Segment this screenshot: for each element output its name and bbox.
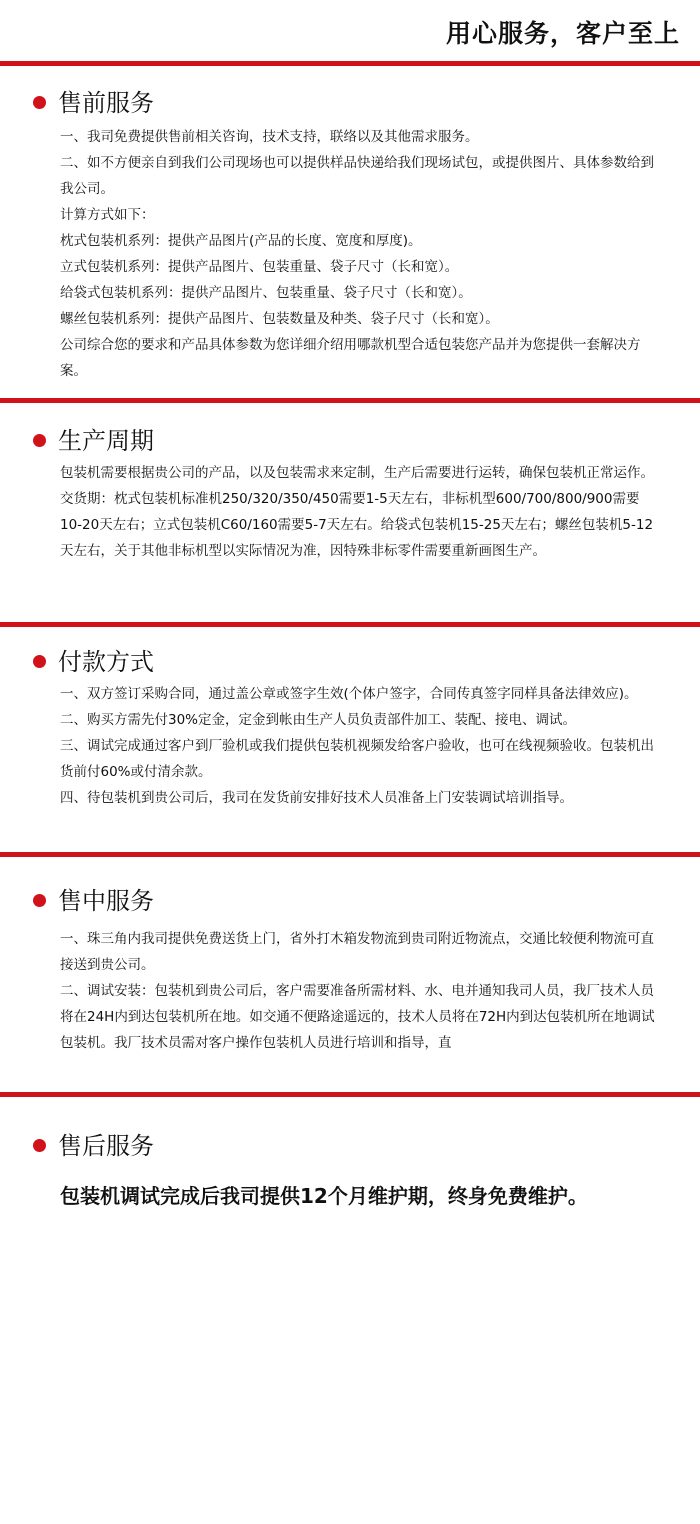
section-heading: [0, 1129, 700, 1163]
section-title: 售中服务: [58, 887, 154, 915]
section-title: 付款方式: [58, 648, 154, 676]
paragraph: 四、待包装机到贵公司后，我司在发货前安排好技术人员准备上门安装调试培训指导。: [60, 790, 573, 806]
section-title: 生产周期: [58, 427, 154, 455]
section-divider: [0, 398, 700, 403]
paragraph: 给袋式包装机系列：提供产品图片、包装重量、袋子尺寸（长和宽）。: [60, 285, 472, 301]
paragraph: 包装机需要根据贵公司的产品，以及包装需求来定制，生产后需要进行运转，确保包装机正常运作。: [60, 465, 654, 481]
section-heading: [0, 424, 700, 458]
section-divider: [0, 622, 700, 627]
section-in-sales: [0, 884, 700, 1056]
bullet-dot-icon: [33, 1139, 46, 1152]
bullet-dot-icon: [33, 434, 46, 447]
section-heading: [0, 645, 700, 679]
paragraph: 计算方式如下：: [60, 207, 155, 223]
paragraph: 立式包装机系列：提供产品图片、包装重量、袋子尺寸（长和宽）。: [60, 259, 459, 275]
section-pre-sales: [0, 86, 700, 384]
bullet-dot-icon: [33, 894, 46, 907]
paragraph: 包装机调试完成后我司提供12个月维护期，终身免费维护。: [60, 1184, 588, 1208]
paragraph: 螺丝包装机系列：提供产品图片、包装数量及种类、袋子尺寸（长和宽）。: [60, 311, 499, 327]
section-title: 售前服务: [58, 89, 154, 117]
section-divider: [0, 1092, 700, 1097]
paragraph: 交货期：枕式包装机标准机250/320/350/450需要1-5天左右，非标机型600/700/800/900需要10-20天左右；立式包装机C60/160需要5-7天左右。给袋式包装机15-25天左右；螺丝包装机5-12天左右，关于其他非标机型以实际情况为准，因特殊非标零件需要重新画图生产。: [60, 491, 654, 559]
section-divider: [0, 852, 700, 857]
section-payment: [0, 645, 700, 811]
section-heading: [0, 86, 700, 120]
top-header: [0, 0, 700, 64]
paragraph: 二、调试安装：包装机到贵公司后，客户需要准备所需材料、水、电并通知我司人员，我厂技术人员将在24H内到达包装机所在地。如交通不便路途遥远的，技术人员将在72H内到达包装机所在地调试包装机。我厂技术员需对客户操作包装机人员进行培训和指导，直: [60, 983, 655, 1051]
bullet-dot-icon: [33, 96, 46, 109]
section-title: 售后服务: [58, 1132, 154, 1160]
paragraph: 公司综合您的要求和产品具体参数为您详细介绍用哪款机型合适包装您产品并为您提供一套解决方案。: [60, 337, 641, 379]
paragraph: 三、调试完成通过客户到厂验机或我们提供包装机视频发给客户验收，也可在线视频验收。包装机出货前付60%或付清余款。: [60, 738, 654, 780]
paragraph: 二、购买方需先付30%定金，定金到帐由生产人员负责部件加工、装配、接电、调试。: [60, 712, 577, 728]
header-divider: [0, 61, 700, 66]
slogan: 用心服务，客户至上: [445, 19, 680, 48]
paragraph: 一、双方签订采购合同，通过盖公章或签字生效(个体户签字，合同传真签字同样具备法律效应)。: [60, 686, 638, 702]
section-heading: [0, 884, 700, 918]
paragraph: 一、我司免费提供售前相关咨询，技术支持，联络以及其他需求服务。: [60, 129, 479, 145]
bullet-dot-icon: [33, 655, 46, 668]
section-production-cycle: [0, 424, 700, 564]
paragraph: 一、珠三角内我司提供免费送货上门，省外打木箱发物流到贵司附近物流点，交通比较便利物流可直接送到贵公司。: [60, 931, 654, 973]
paragraph: 二、如不方便亲自到我们公司现场也可以提供样品快递给我们现场试包，或提供图片、具体参数给到我公司。: [60, 155, 654, 197]
paragraph: 枕式包装机系列：提供产品图片(产品的长度、宽度和厚度)。: [60, 233, 422, 249]
section-after-sales: [0, 1129, 700, 1211]
